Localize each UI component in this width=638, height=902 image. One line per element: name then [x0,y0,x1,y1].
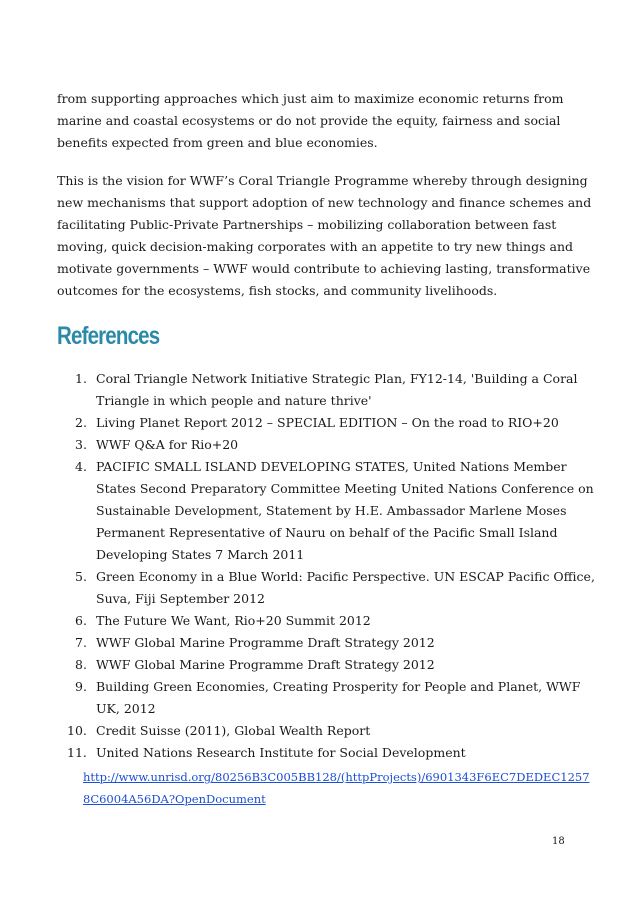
reference-item [0,412,600,434]
reference-item [0,610,600,632]
reference-item [0,742,600,810]
reference-text: Living Planet Report 2012 – SPECIAL EDITION – On the road to RIO+20 [96,415,559,430]
reference-text: PACIFIC SMALL ISLAND DEVELOPING STATES, United Nations Member States Second Preparatory Committee Meeting United Nations Conference on Sustainable Development, Statement by H.E. Ambassador Marlene Moses Permanent Representative of Nauru on behalf of the Pacific Small Island Developing States 7 March 2011 [96,459,594,562]
reference-item [0,676,600,720]
reference-item [0,434,600,456]
reference-number: 2. [75,415,87,430]
reference-item [0,456,600,566]
reference-number: 9. [75,679,87,694]
reference-text: Building Green Economies, Creating Prosperity for People and Planet, WWF UK, 2012 [96,679,581,716]
reference-item [0,368,600,412]
reference-item [0,632,600,654]
body-paragraph-1: from supporting approaches which just aim to maximize economic returns from marine and coastal ecosystems or do not provide the equity, fairness and social benefits expected from green and blue economies. [57,91,564,150]
page-number: 18 [552,836,565,847]
reference-link[interactable]: http://www.unrisd.org/80256B3C005BB128/(httpProjects)/6901343F6EC7DEDEC1257 8C6004A56DA?OpenDocument [83,770,590,806]
reference-item [0,654,600,676]
reference-text: United Nations Research Institute for Social Development [96,745,466,760]
reference-text: WWF Global Marine Programme Draft Strategy 2012 [96,635,435,650]
reference-text: Green Economy in a Blue World: Pacific Perspective. UN ESCAP Pacific Office, Suva, Fiji September 2012 [96,569,595,606]
reference-text: WWF Global Marine Programme Draft Strategy 2012 [96,657,435,672]
reference-number: 10. [67,723,87,738]
reference-text: Coral Triangle Network Initiative Strategic Plan, FY12-14, 'Building a Coral Triangle in which people and nature thrive' [96,371,578,408]
reference-item [0,566,600,610]
reference-number: 1. [75,371,87,386]
reference-number: 4. [75,459,87,474]
references-list [0,368,600,810]
reference-number: 8. [75,657,87,672]
references-heading: References [57,322,160,350]
reference-number: 7. [75,635,87,650]
reference-number: 5. [75,569,87,584]
reference-number: 11. [67,745,87,760]
reference-text: Credit Suisse (2011), Global Wealth Report [96,723,371,738]
reference-item [0,720,600,742]
body-paragraph-2: This is the vision for WWF’s Coral Triangle Programme whereby through designing new mechanisms that support adoption of new technology and finance schemes and facilitating Public-Private Partnerships – mobilizing collaboration between fast moving, quick decision-making corporates with an appetite to try new things and motivate governments – WWF would contribute to achieving lasting, transformative outcomes for the ecosystems, fish stocks, and community livelihoods. [57,173,592,298]
reference-text: The Future We Want, Rio+20 Summit 2012 [96,613,371,628]
reference-number: 3. [75,437,87,452]
reference-text: WWF Q&A for Rio+20 [96,437,239,452]
reference-number: 6. [75,613,87,628]
